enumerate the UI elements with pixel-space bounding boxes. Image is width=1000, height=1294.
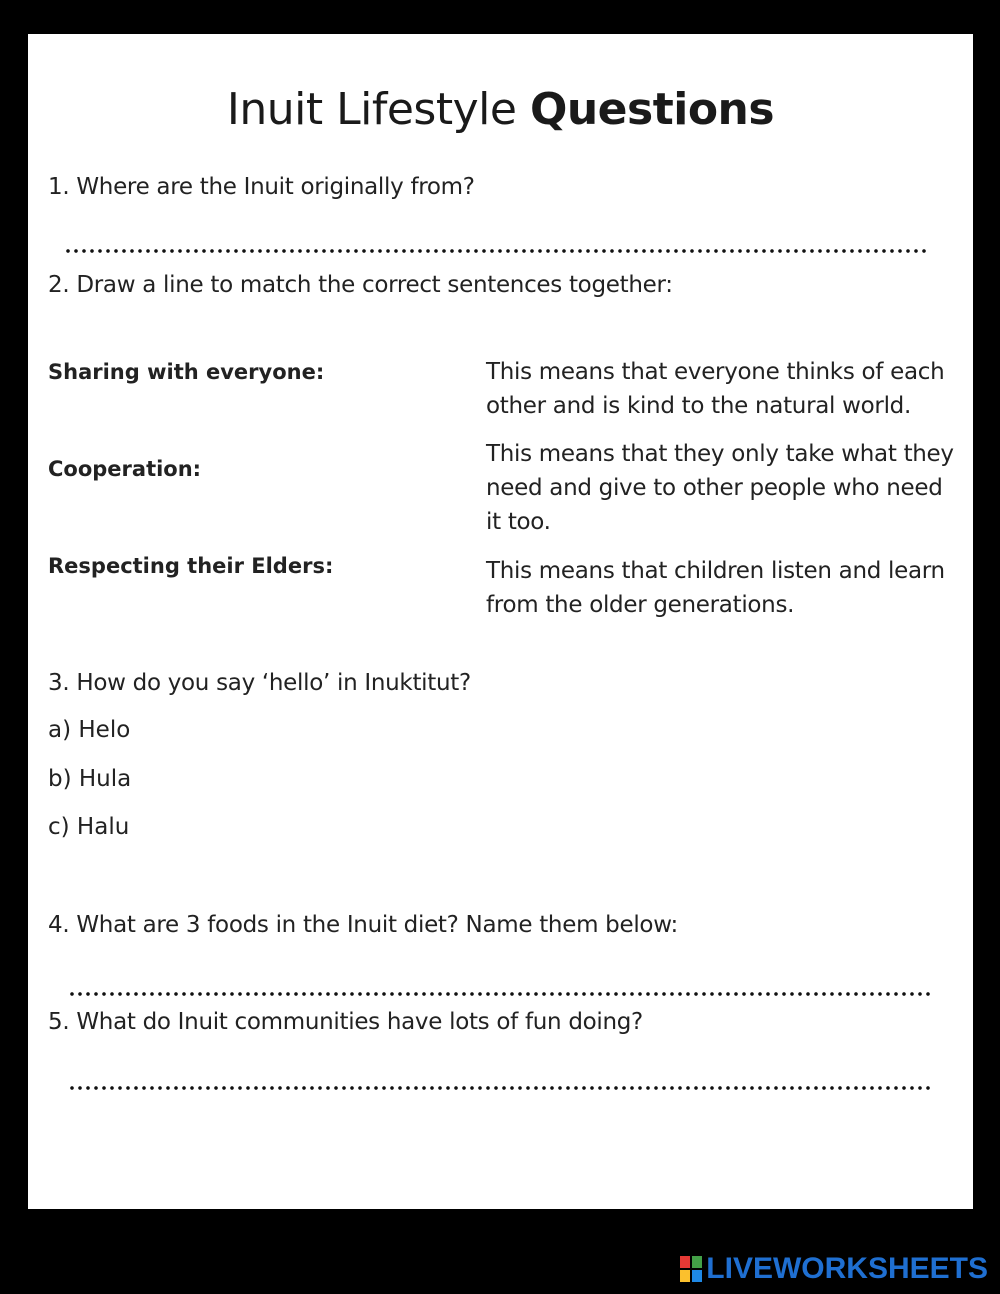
definition-1[interactable]: This means that everyone thinks of each other and is kind to the natural world. xyxy=(486,359,945,419)
worksheet-page xyxy=(28,34,973,1209)
question-3: 3. How do you say ‘hello’ in Inuktitut? xyxy=(48,670,471,696)
definition-3[interactable]: This means that children listen and learn from the older generations. xyxy=(486,558,945,618)
option-b[interactable]: b) Hula xyxy=(48,766,132,792)
term-sharing[interactable]: Sharing with everyone: xyxy=(48,360,325,384)
title-bold: Questions xyxy=(529,84,775,135)
liveworksheets-logo[interactable] xyxy=(680,1252,988,1286)
page-title xyxy=(28,84,973,135)
logo-square-green xyxy=(692,1256,702,1268)
question-4: 4. What are 3 foods in the Inuit diet? Name them below: xyxy=(48,912,678,938)
term-respecting-elders[interactable]: Respecting their Elders: xyxy=(48,554,334,578)
logo-square-red xyxy=(680,1256,690,1268)
question-5: 5. What do Inuit communities have lots of fun doing? xyxy=(48,1009,643,1035)
title-light: Inuit Lifestyle xyxy=(226,84,517,135)
question-2: 2. Draw a line to match the correct sentences together: xyxy=(48,272,673,298)
option-a[interactable]: a) Helo xyxy=(48,717,131,743)
question-1: 1. Where are the Inuit originally from? xyxy=(48,174,475,200)
brand-text: LIVEWORKSHEETS xyxy=(706,1252,988,1285)
definition-2[interactable]: This means that they only take what they need and give to other people who need it too. xyxy=(486,441,954,535)
logo-grid-icon xyxy=(680,1256,702,1282)
answer-line-5[interactable] xyxy=(68,1085,930,1091)
logo-square-blue xyxy=(692,1270,702,1282)
option-c[interactable]: c) Halu xyxy=(48,814,130,840)
term-cooperation[interactable]: Cooperation: xyxy=(48,457,202,481)
logo-square-yellow xyxy=(680,1270,690,1282)
answer-line-1[interactable] xyxy=(64,248,926,254)
answer-line-4[interactable] xyxy=(68,991,930,997)
